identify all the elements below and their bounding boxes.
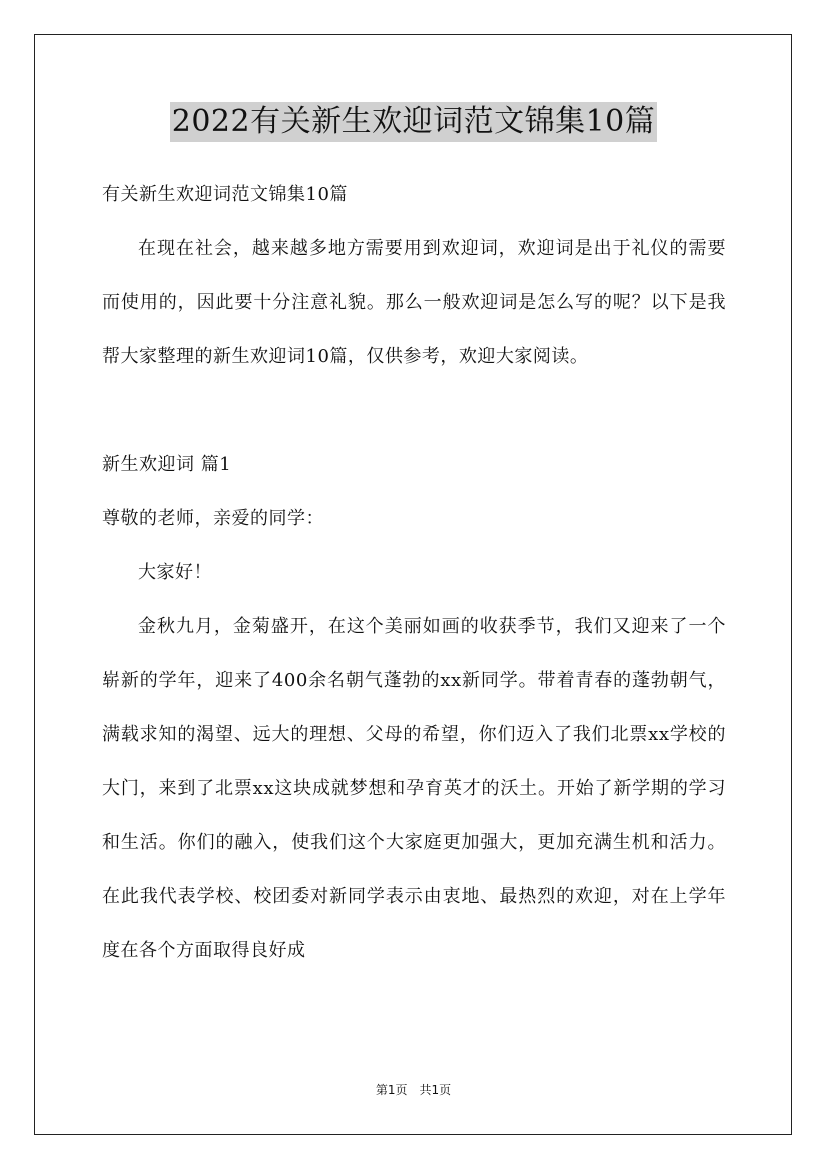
document-body [102, 168, 726, 978]
salutation: 尊敬的老师，亲爱的同学： [102, 508, 324, 529]
document-subtitle: 有关新生欢迎词范文锦集10篇 [102, 184, 348, 205]
paragraph-spacer [102, 384, 726, 438]
intro-paragraph: 在现在社会，越来越多地方需要用到欢迎词，欢迎词是出于礼仪的需要而使用的，因此要十分注意礼貌。那么一般欢迎词是怎么写的呢？以下是我帮大家整理的新生欢迎词10篇，仅供参考，欢迎大家阅读。 [102, 238, 726, 367]
page-number: 第1页 共1页 [375, 1083, 452, 1097]
title-container [0, 102, 827, 142]
page-footer [0, 1082, 827, 1098]
greeting: 大家好！ [138, 562, 212, 583]
body-paragraph: 金秋九月，金菊盛开，在这个美丽如画的收获季节，我们又迎来了一个崭新的学年，迎来了400余名朝气蓬勃的xx新同学。带着青春的蓬勃朝气，满载求知的渴望、远大的理想、父母的希望，你们迈入了我们北票xx学校的大门，来到了北票xx这块成就梦想和孕育英才的沃土。开始了新学期的学习和生活。你们的融入，使我们这个大家庭更加强大，更加充满生机和活力。在此我代表学校、校团委对新同学表示由衷地、最热烈的欢迎，对在上学年度在各个方面取得良好成 [102, 616, 726, 961]
document-title: 2022有关新生欢迎词范文锦集10篇 [170, 102, 658, 142]
section-heading: 新生欢迎词 篇1 [102, 454, 232, 475]
